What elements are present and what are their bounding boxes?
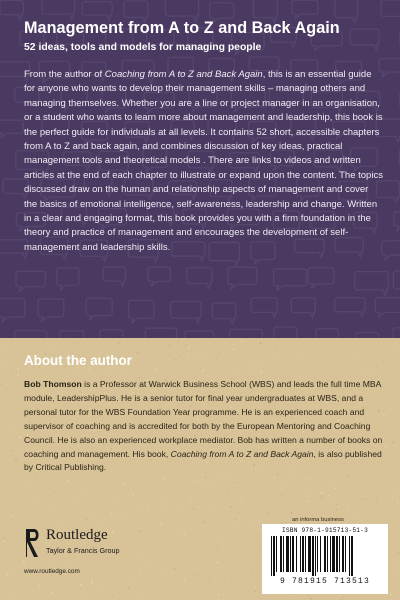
description-book-reference: Coaching from A to Z and Back Again bbox=[104, 69, 263, 80]
speech-bubble-shape bbox=[103, 267, 125, 286]
routledge-logo bbox=[24, 527, 154, 587]
speech-bubble-shape bbox=[15, 331, 47, 338]
texture-speck bbox=[255, 586, 256, 587]
texture-speck bbox=[241, 498, 242, 500]
texture-speck bbox=[281, 487, 282, 489]
texture-speck bbox=[241, 507, 242, 508]
texture-speck bbox=[3, 540, 5, 541]
barcode-bars bbox=[267, 536, 383, 576]
texture-speck bbox=[110, 373, 111, 375]
texture-speck bbox=[19, 436, 21, 438]
texture-speck bbox=[149, 491, 150, 493]
texture-speck bbox=[175, 546, 177, 547]
texture-speck bbox=[60, 524, 61, 525]
texture-speck bbox=[94, 477, 95, 478]
texture-speck bbox=[30, 485, 31, 487]
texture-speck bbox=[193, 508, 194, 509]
texture-speck bbox=[185, 345, 186, 346]
texture-speck bbox=[97, 522, 98, 523]
barcode-bar bbox=[324, 536, 326, 572]
book-subtitle: 52 ideas, tools and models for managing people bbox=[24, 42, 262, 53]
texture-speck bbox=[261, 371, 262, 372]
texture-speck bbox=[337, 339, 338, 340]
publisher-group: Taylor & Francis Group bbox=[46, 546, 120, 555]
texture-speck bbox=[234, 482, 235, 483]
texture-speck bbox=[321, 497, 322, 498]
speech-bubble-shape bbox=[185, 331, 214, 338]
texture-speck bbox=[120, 375, 121, 376]
texture-speck bbox=[112, 596, 113, 597]
texture-speck bbox=[239, 583, 240, 584]
barcode-bar bbox=[330, 536, 331, 572]
routledge-r-mark-icon bbox=[24, 527, 42, 561]
texture-speck bbox=[184, 522, 185, 523]
texture-speck bbox=[161, 569, 162, 570]
back-cover-bottom-panel bbox=[0, 338, 400, 600]
barcode-bar bbox=[280, 536, 282, 572]
texture-speck bbox=[217, 549, 218, 551]
texture-speck bbox=[257, 495, 258, 496]
publisher-url: www.routledge.com bbox=[24, 568, 80, 575]
texture-speck bbox=[174, 568, 175, 570]
texture-speck bbox=[217, 562, 219, 563]
texture-speck bbox=[180, 509, 181, 510]
texture-speck bbox=[267, 512, 269, 514]
texture-speck bbox=[160, 593, 161, 595]
texture-speck bbox=[184, 533, 186, 534]
texture-speck bbox=[307, 501, 308, 502]
texture-speck bbox=[200, 481, 201, 482]
barcode-bar bbox=[312, 536, 314, 576]
texture-speck bbox=[213, 481, 214, 482]
isbn-barcode bbox=[262, 524, 388, 594]
texture-speck bbox=[119, 343, 120, 345]
speech-bubble-shape bbox=[251, 298, 277, 318]
texture-speck bbox=[67, 480, 69, 481]
speech-bubble-shape bbox=[308, 268, 334, 289]
speech-bubble-shape bbox=[187, 268, 212, 289]
texture-speck bbox=[2, 345, 4, 346]
texture-speck bbox=[192, 574, 193, 575]
texture-speck bbox=[233, 348, 235, 349]
texture-speck bbox=[398, 591, 399, 593]
speech-bubble-shape bbox=[42, 0, 75, 19]
texture-speck bbox=[260, 342, 262, 344]
texture-speck bbox=[255, 591, 256, 593]
texture-speck bbox=[48, 489, 50, 490]
texture-speck bbox=[290, 481, 291, 482]
texture-speck bbox=[336, 504, 338, 505]
texture-speck bbox=[164, 497, 165, 498]
texture-speck bbox=[35, 496, 36, 497]
texture-speck bbox=[228, 492, 229, 494]
speech-bubble-shape bbox=[274, 327, 297, 338]
texture-speck bbox=[94, 519, 95, 520]
about-author-text bbox=[24, 378, 384, 475]
texture-speck bbox=[205, 477, 206, 479]
texture-speck bbox=[329, 495, 331, 496]
texture-speck bbox=[334, 488, 336, 490]
texture-speck bbox=[198, 573, 199, 574]
publisher-name: Routledge bbox=[46, 527, 108, 543]
texture-speck bbox=[163, 479, 164, 480]
texture-speck bbox=[387, 445, 388, 447]
barcode-bar bbox=[286, 536, 289, 572]
texture-speck bbox=[310, 598, 312, 600]
texture-speck bbox=[391, 527, 393, 528]
texture-speck bbox=[308, 595, 309, 596]
texture-speck bbox=[233, 344, 234, 345]
texture-speck bbox=[12, 516, 13, 517]
texture-speck bbox=[397, 502, 398, 504]
texture-speck bbox=[321, 492, 323, 494]
texture-speck bbox=[256, 577, 258, 578]
texture-speck bbox=[188, 347, 190, 349]
texture-speck bbox=[290, 479, 292, 480]
texture-speck bbox=[89, 369, 91, 370]
texture-speck bbox=[224, 580, 226, 581]
texture-speck bbox=[1, 430, 2, 431]
texture-speck bbox=[32, 504, 33, 505]
speech-bubble-shape bbox=[100, 330, 123, 338]
texture-speck bbox=[395, 344, 396, 345]
barcode-bar bbox=[327, 536, 328, 572]
texture-speck bbox=[366, 499, 368, 500]
texture-speck bbox=[148, 506, 149, 508]
texture-speck bbox=[291, 512, 292, 513]
barcode-bar bbox=[296, 536, 297, 572]
texture-speck bbox=[390, 594, 392, 596]
speech-bubble-shape bbox=[171, 301, 201, 323]
texture-speck bbox=[155, 368, 157, 369]
texture-speck bbox=[15, 460, 17, 462]
texture-speck bbox=[19, 534, 20, 535]
texture-speck bbox=[253, 521, 254, 522]
barcode-bar bbox=[300, 536, 301, 572]
texture-speck bbox=[210, 580, 211, 582]
texture-speck bbox=[325, 507, 326, 508]
texture-speck bbox=[77, 502, 78, 503]
texture-speck bbox=[191, 498, 192, 499]
speech-bubble-shape bbox=[274, 269, 307, 291]
speech-bubble-shape bbox=[228, 267, 257, 289]
texture-speck bbox=[294, 597, 295, 598]
barcode-bar bbox=[339, 536, 340, 572]
barcode-bar bbox=[320, 536, 321, 572]
speech-bubble-shape bbox=[129, 300, 155, 323]
texture-speck bbox=[237, 524, 238, 525]
texture-speck bbox=[213, 371, 214, 372]
texture-speck bbox=[347, 506, 348, 507]
texture-speck bbox=[275, 503, 276, 505]
speech-bubble-shape bbox=[60, 331, 84, 338]
texture-speck bbox=[212, 506, 213, 507]
texture-speck bbox=[208, 577, 209, 578]
texture-speck bbox=[8, 597, 9, 598]
texture-speck bbox=[50, 351, 51, 352]
texture-speck bbox=[184, 579, 185, 581]
texture-speck bbox=[36, 477, 37, 479]
barcode-bar bbox=[276, 536, 277, 572]
texture-speck bbox=[310, 345, 311, 347]
speech-bubble-shape bbox=[38, 299, 64, 322]
texture-speck bbox=[305, 491, 306, 492]
barcode-bar bbox=[308, 536, 311, 572]
texture-speck bbox=[384, 447, 386, 448]
barcode-bar bbox=[332, 536, 335, 572]
speech-bubble-shape bbox=[212, 303, 235, 324]
speech-bubble-shape bbox=[355, 272, 389, 295]
barcode-bar bbox=[349, 536, 350, 576]
speech-bubble-shape bbox=[16, 271, 46, 291]
barcode-bar bbox=[345, 536, 346, 572]
texture-speck bbox=[96, 593, 97, 594]
texture-speck bbox=[397, 552, 398, 553]
texture-speck bbox=[53, 349, 54, 350]
texture-speck bbox=[114, 499, 115, 500]
texture-speck bbox=[50, 507, 52, 508]
texture-speck bbox=[17, 368, 19, 370]
texture-speck bbox=[392, 442, 394, 444]
speech-bubble-shape bbox=[375, 298, 400, 318]
texture-speck bbox=[188, 499, 190, 500]
texture-speck bbox=[101, 590, 102, 591]
texture-speck bbox=[10, 450, 12, 451]
texture-speck bbox=[18, 453, 20, 454]
texture-speck bbox=[223, 540, 224, 542]
texture-speck bbox=[235, 518, 237, 519]
barcode-bar bbox=[271, 536, 272, 576]
texture-speck bbox=[392, 496, 393, 498]
texture-speck bbox=[241, 341, 242, 343]
texture-speck bbox=[229, 524, 231, 525]
speech-bubble-shape bbox=[335, 298, 365, 317]
texture-speck bbox=[86, 519, 87, 520]
texture-speck bbox=[164, 511, 165, 513]
speech-bubble-shape bbox=[291, 298, 315, 318]
speech-bubble-shape bbox=[393, 271, 400, 294]
texture-speck bbox=[260, 550, 261, 551]
about-author-heading: About the author bbox=[24, 353, 132, 368]
texture-speck bbox=[173, 487, 175, 488]
speech-bubble-shape bbox=[145, 328, 176, 338]
texture-speck bbox=[178, 341, 179, 343]
barcode-bar bbox=[317, 536, 318, 572]
texture-speck bbox=[342, 597, 343, 599]
barcode-bar bbox=[283, 536, 284, 572]
speech-bubble-shape bbox=[57, 268, 79, 290]
texture-speck bbox=[281, 495, 282, 497]
texture-speck bbox=[238, 512, 239, 513]
speech-bubble-shape bbox=[230, 329, 262, 338]
texture-speck bbox=[218, 594, 219, 596]
texture-speck bbox=[194, 481, 195, 483]
barcode-digits: 9 781915 713513 bbox=[279, 577, 370, 586]
book-title: Management from A to Z and Back Again bbox=[24, 19, 340, 37]
texture-speck bbox=[197, 534, 198, 535]
texture-speck bbox=[7, 574, 9, 576]
book-description bbox=[24, 68, 384, 255]
texture-speck bbox=[12, 373, 14, 374]
texture-speck bbox=[294, 501, 295, 502]
texture-speck bbox=[3, 537, 4, 539]
barcode-bar bbox=[292, 536, 294, 572]
texture-speck bbox=[140, 511, 141, 512]
texture-speck bbox=[364, 370, 365, 371]
speech-bubble-shape bbox=[316, 329, 339, 338]
informa-business-label: an informa business bbox=[292, 517, 344, 523]
author-name: Bob Thomson bbox=[24, 379, 82, 389]
author-bio-part-2: , is also published by Critical Publishing. bbox=[24, 448, 382, 473]
texture-speck bbox=[115, 487, 116, 488]
texture-speck bbox=[13, 512, 14, 514]
texture-speck bbox=[354, 354, 355, 355]
texture-speck bbox=[196, 340, 197, 341]
speech-bubble-shape bbox=[382, 241, 400, 260]
texture-speck bbox=[59, 591, 60, 592]
texture-speck bbox=[85, 595, 86, 596]
barcode-bar bbox=[342, 536, 344, 572]
texture-speck bbox=[80, 339, 82, 340]
speech-bubble-shape bbox=[82, 2, 112, 20]
texture-speck bbox=[165, 529, 166, 530]
texture-speck bbox=[275, 348, 277, 349]
barcode-bar bbox=[315, 536, 316, 576]
texture-speck bbox=[388, 468, 389, 469]
texture-speck bbox=[51, 592, 53, 594]
texture-speck bbox=[383, 360, 384, 361]
speech-bubble-shape bbox=[0, 0, 23, 19]
description-text-part-1: From the author of bbox=[24, 69, 105, 80]
author-book-reference: Coaching from A to Z and Back Again bbox=[170, 448, 314, 459]
texture-speck bbox=[10, 515, 11, 516]
isbn-number: ISBN 978-1-915713-51-3 bbox=[281, 527, 369, 534]
texture-speck bbox=[215, 592, 216, 593]
texture-speck bbox=[207, 540, 209, 541]
texture-speck bbox=[113, 508, 114, 510]
speech-bubble-shape bbox=[393, 328, 400, 338]
texture-speck bbox=[12, 426, 13, 427]
barcode-bar bbox=[336, 536, 338, 572]
texture-speck bbox=[226, 481, 228, 482]
texture-speck bbox=[1, 384, 2, 385]
speech-bubble-shape bbox=[86, 298, 112, 320]
texture-speck bbox=[21, 399, 22, 400]
barcode-bar bbox=[273, 536, 275, 576]
texture-speck bbox=[263, 375, 264, 376]
texture-speck bbox=[203, 370, 205, 371]
texture-speck bbox=[203, 522, 205, 524]
texture-speck bbox=[230, 349, 231, 350]
texture-speck bbox=[160, 524, 162, 525]
texture-speck bbox=[306, 478, 308, 479]
texture-speck bbox=[169, 345, 170, 347]
texture-speck bbox=[375, 374, 376, 375]
barcode-bar bbox=[351, 536, 353, 576]
texture-speck bbox=[133, 494, 134, 495]
texture-speck bbox=[17, 374, 18, 375]
texture-speck bbox=[251, 569, 252, 571]
description-text-part-2: , this is an essential guide for anyone who wants to develop their management skills – managing others and managing themselves. Whether you are a line or project manager in an organisation, or a student who wants to learn more about management and leadership, this book is the perfect guide for individuals at all levels. It contains 52 short, accessible chapters from A to Z and back again, and combines discussion of key ideas, practical management tools and theoretical models . There are links to videos and written articles at the end of each chapter to illustrate or expand upon the content. The topics discussed draw on the human and relationship aspects of management and cover the basics of emotional intelligence, self-awareness, leadership and change. Written in a clear and engaging format, this book provides you with a firm foundation in the theory and practice of management and encourages the development of self-management and leadership skills. bbox=[24, 69, 383, 253]
texture-speck bbox=[200, 369, 202, 370]
texture-speck bbox=[258, 521, 259, 522]
texture-speck bbox=[396, 573, 397, 574]
texture-speck bbox=[123, 483, 125, 485]
texture-speck bbox=[345, 493, 346, 495]
texture-speck bbox=[230, 506, 231, 507]
texture-speck bbox=[111, 513, 113, 514]
texture-speck bbox=[157, 481, 158, 483]
speech-bubble-shape bbox=[292, 0, 318, 19]
speech-bubble-shape bbox=[394, 212, 400, 231]
barcode-bar bbox=[302, 536, 304, 572]
speech-bubble-shape bbox=[0, 298, 25, 322]
texture-speck bbox=[392, 456, 393, 457]
texture-speck bbox=[48, 492, 49, 493]
texture-speck bbox=[128, 588, 130, 590]
texture-speck bbox=[253, 535, 254, 536]
texture-speck bbox=[376, 498, 377, 500]
texture-speck bbox=[234, 371, 235, 373]
texture-speck bbox=[80, 588, 81, 589]
speech-bubble-shape bbox=[0, 120, 23, 138]
texture-speck bbox=[2, 363, 3, 364]
texture-speck bbox=[172, 498, 173, 499]
author-bio-part-1: is a Professor at Warwick Business School (WBS) and leads the full time MBA module, LeadershipPlus. He is a senior tutor for final year undergraduates at WBS, and a personal tutor for the WBS Foundation Year programme. He is an experienced coach and supervisor of coaching and is accredited for both by the European Mentoring and Coaching Council. He is also an experienced workplace mediator. Bob has written a number of books on coaching and management. His book, bbox=[24, 379, 383, 459]
texture-speck bbox=[336, 509, 337, 511]
texture-speck bbox=[203, 475, 204, 476]
texture-speck bbox=[229, 479, 230, 480]
barcode-bar bbox=[290, 536, 291, 572]
texture-speck bbox=[121, 513, 122, 515]
texture-speck bbox=[304, 503, 305, 505]
texture-speck bbox=[85, 495, 87, 496]
texture-speck bbox=[19, 378, 20, 379]
texture-speck bbox=[21, 558, 22, 559]
speech-bubble-shape bbox=[148, 267, 170, 286]
texture-speck bbox=[360, 498, 362, 499]
texture-speck bbox=[213, 478, 214, 479]
texture-speck bbox=[77, 343, 78, 344]
barcode-bar bbox=[305, 536, 306, 572]
speech-bubble-shape bbox=[165, 0, 198, 21]
